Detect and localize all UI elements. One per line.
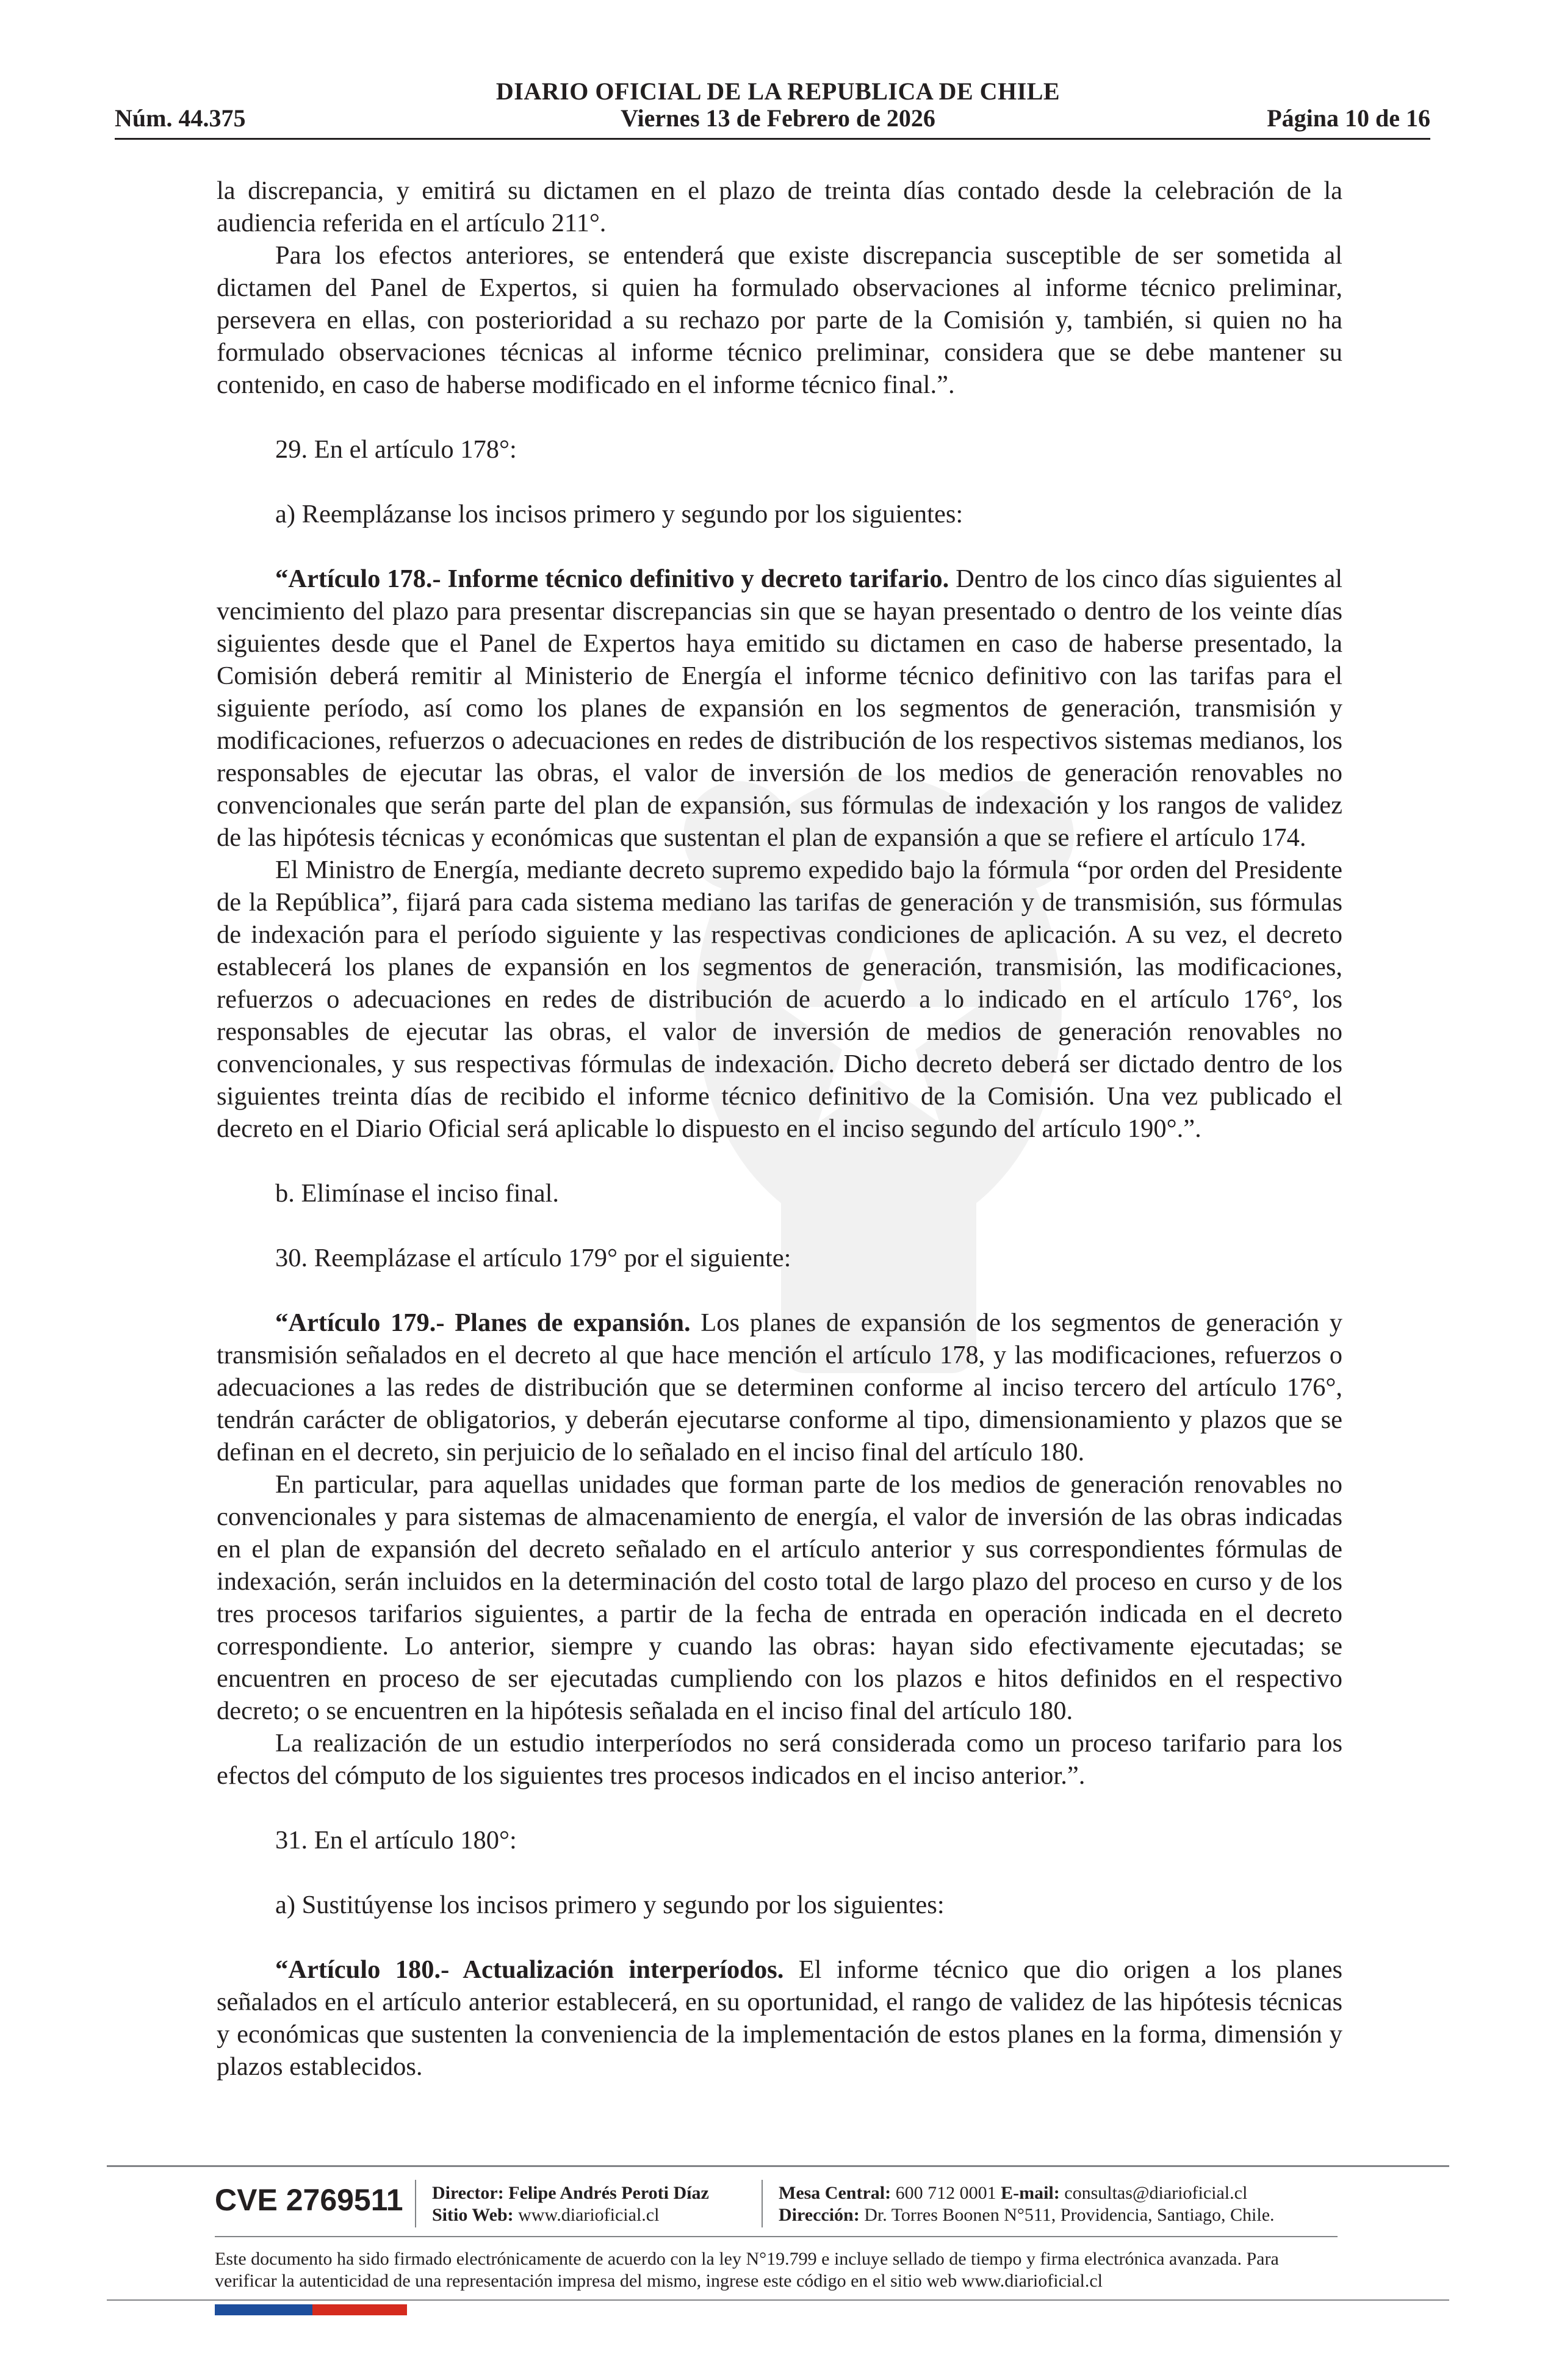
cve-code: CVE 2769511	[215, 2183, 403, 2217]
header-rule	[115, 138, 1430, 140]
paragraph: Para los efectos anteriores, se entenderá que existe discrepancia susceptible de ser sometida al dictamen del Panel de Expertos, si quien ha formulado observaciones al informe técnico preliminar, persevera en ellas, con posterioridad a su rechazo por parte de la Comisión y, también, si quien no ha formulado observaciones técnicas al informe técnico preliminar, considera que se debe mantener su contenido, en caso de haberse modificado en el informe técnico final.”.	[217, 241, 1342, 399]
article-text: Dentro de los cinco días siguientes al vencimiento del plazo para presentar discrepancias sin que se hayan presentado o dentro de los veinte días siguientes desde que el Panel de Expertos haya emitido su dictamen en caso de haberse presentado, la Comisión deberá remitir al Ministerio de Energía el informe técnico definitivo con las tarifas para el siguiente período, así como los planes de expansión en los segmentos de generación, transmisión y modificaciones, refuerzos o adecuaciones en redes de distribución de los respectivos sistemas medianos, los responsables de ejecutar las obras, el valor de inversión de los medios de generación renovables no convencionales que serán parte del plan de expansión, sus fórmulas de indexación y los rangos de validez de las hipótesis técnicas y económicas que sustentan el plan de expansión a que se refiere el artículo 174.	[217, 564, 1342, 852]
director-label: Director:	[432, 2183, 504, 2203]
issue-date: Viernes 13 de Febrero de 2026	[621, 104, 935, 132]
paragraph: 29. En el artículo 178°:	[275, 435, 517, 464]
article-179-paragraph	[217, 1307, 1342, 1468]
footer-divider	[415, 2180, 416, 2227]
article-heading: “Artículo 180.- Actualización interperíodos.	[275, 1955, 784, 1984]
paragraph: La realización de un estudio interperíodos no será considerada como un proceso tarifario para los efectos del cómputo de los siguientes tres procesos indicados en el inciso anterior.”.	[217, 1729, 1342, 1790]
footer-rule	[215, 2236, 1338, 2237]
address-value: Dr. Torres Boonen N°511, Providencia, Santiago, Chile.	[859, 2205, 1275, 2225]
article-text: Los planes de expansión de los segmentos de generación y transmisión señalados en el decreto al que hace mención el artículo 178, y las modificaciones, refuerzos o adecuaciones a las redes de distribución que se determinen conforme al inciso tercero del artículo 176°, tendrán carácter de obligatorios, y deberán ejecutarse conforme al tipo, dimensionamiento y plazos que se definan en el decreto, sin perjuicio de lo señalado en el inciso final del artículo 180.	[217, 1308, 1342, 1466]
flag-stripe-red	[312, 2304, 407, 2315]
website-label: Sitio Web:	[432, 2205, 514, 2225]
address-label: Dirección:	[779, 2205, 860, 2225]
gazette-title: DIARIO OFICIAL DE LA REPUBLICA DE CHILE	[495, 78, 1061, 105]
flag-stripe-blue	[215, 2304, 312, 2315]
signature-note: Este documento ha sido firmado electrónicamente de acuerdo con la ley N°19.799 e incluye sellado de tiempo y firma electrónica avanzada. Para verificar la autenticidad de una representación impresa del mismo, ingrese este código en el sitio web www.diarioficial.cl	[215, 2249, 1279, 2291]
paragraph: 30. Reemplázase el artículo 179° por el siguiente:	[275, 1244, 791, 1272]
paragraph: a) Sustitúyense los incisos primero y segundo por los siguientes:	[275, 1891, 945, 1919]
website-link[interactable]: www.diarioficial.cl	[513, 2205, 660, 2225]
footer-divider	[762, 2180, 763, 2227]
director-name: Felipe Andrés Peroti Díaz	[503, 2183, 709, 2203]
paragraph: a) Reemplázanse los incisos primero y segundo por los siguientes:	[275, 500, 963, 528]
page-number: Página 10 de 16	[1267, 104, 1430, 132]
document-body	[217, 175, 1342, 2083]
article-text: El informe técnico que dio origen a los planes señalados en el artículo anterior establecerá, en su oportunidad, el rango de validez de las hipótesis técnicas y económicas que sustenten la conveniencia de la implementación de estos planes en la forma, dimensión y plazos establecidos.	[217, 1955, 1343, 2081]
paragraph: El Ministro de Energía, mediante decreto supremo expedido bajo la fórmula “por orden del Presidente de la República”, fijará para cada sistema mediano las tarifas de generación y de transmisión, sus fórmulas de indexación para el período siguiente y las respectivas condiciones de aplicación. A su vez, el decreto establecerá los planes de expansión en los segmentos de generación, transmisión, las modificaciones, refuerzos o adecuaciones en redes de distribución de acuerdo a lo indicado en el artículo 176°, los responsables de ejecutar las obras, el valor de inversión de medios de generación renovables no convencionales, y sus respectivas fórmulas de indexación. Dicho decreto deberá ser dictado dentro de los siguientes treinta días de recibido el informe técnico definitivo de la Comisión. Una vez publicado el decreto en el Diario Oficial será aplicable lo dispuesto en el inciso segundo del artículo 190°.”.	[217, 856, 1342, 1143]
email-label: E-mail:	[1001, 2183, 1060, 2203]
paragraph: b. Elimínase el inciso final.	[275, 1179, 560, 1208]
article-heading: “Artículo 178.- Informe técnico definitivo y decreto tarifario.	[275, 564, 949, 593]
footer-rule	[107, 2165, 1449, 2167]
footer-director-block	[432, 2182, 709, 2226]
article-178-paragraph	[217, 563, 1342, 854]
paragraph: la discrepancia, y emitirá su dictamen en el plazo de treinta días contado desde la celebración de la audiencia referida en el artículo 211°.	[217, 176, 1342, 237]
paragraph: En particular, para aquellas unidades que forman parte de los medios de generación renovables no convencionales y para sistemas de almacenamiento de energía, el valor de inversión de las obras indicadas en el plan de expansión del decreto señalado en el artículo anterior y sus correspondientes fórmulas de indexación, serán incluidos en la determinación del costo total de largo plazo del proceso en curso y de los tres procesos tarifarios siguientes, a partir de la fecha de entrada en operación indicada en el decreto correspondiente. Lo anterior, siempre y cuando las obras: hayan sido efectivamente ejecutadas; se encuentren en proceso de ser ejecutadas cumpliendo con los plazos e hitos definidos en el respectivo decreto; o se encuentren en la hipótesis señalada en el inciso final del artículo 180.	[217, 1470, 1342, 1725]
footer-contact-block	[779, 2182, 1275, 2226]
paragraph: 31. En el artículo 180°:	[275, 1826, 517, 1855]
email-link[interactable]: consultas@diarioficial.cl	[1059, 2183, 1248, 2203]
issue-number: Núm. 44.375	[115, 104, 246, 132]
article-180-paragraph	[217, 1953, 1342, 2083]
article-heading: “Artículo 179.- Planes de expansión.	[275, 1308, 691, 1337]
mesa-phone: 600 712 0001	[891, 2183, 1001, 2203]
mesa-label: Mesa Central:	[779, 2183, 891, 2203]
footer-rule	[107, 2299, 1449, 2301]
